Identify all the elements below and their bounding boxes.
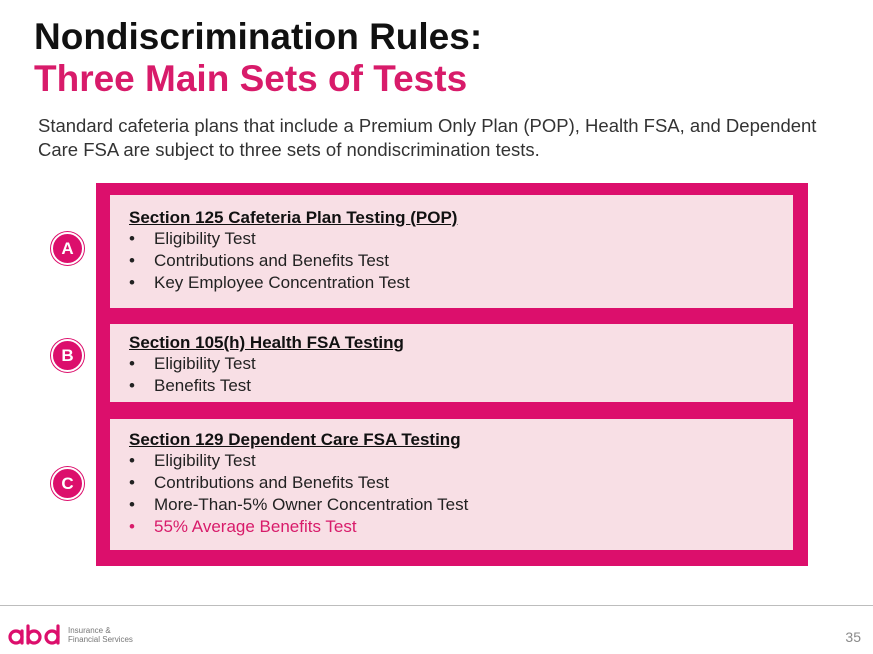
page-number: 35: [845, 629, 861, 645]
slide-title: Nondiscrimination Rules:: [34, 16, 483, 57]
list-item: • Eligibility Test: [129, 450, 793, 472]
test-list: [129, 450, 793, 538]
slide-subtitle: Three Main Sets of Tests: [34, 58, 468, 99]
test-list: [129, 353, 793, 397]
intro-paragraph: Standard cafeteria plans that include a Premium Only Plan (POP), Health FSA, and Dependent Care FSA are subject to three sets of nondiscrimination tests.: [38, 115, 817, 160]
company-logo: [8, 624, 133, 646]
list-item: • Key Employee Concentration Test: [129, 272, 793, 294]
list-item: • Eligibility Test: [129, 228, 793, 250]
section-marker-c: C: [51, 467, 84, 500]
section-marker-a: A: [51, 232, 84, 265]
list-item: • Contributions and Benefits Test: [129, 472, 793, 494]
footer-divider: [0, 605, 873, 606]
section-title: Section 125 Cafeteria Plan Testing (POP): [129, 208, 458, 227]
section-marker-b: B: [51, 339, 84, 372]
section-box-c: [110, 419, 793, 550]
section-title: Section 129 Dependent Care FSA Testing: [129, 430, 461, 449]
tests-frame: [96, 183, 808, 566]
logo-tagline: Insurance & Financial Services: [68, 626, 133, 644]
test-list: [129, 228, 793, 294]
list-item: • More-Than-5% Owner Concentration Test: [129, 494, 793, 516]
abd-logo-icon: [8, 624, 64, 646]
list-item-highlighted: • 55% Average Benefits Test: [129, 516, 793, 538]
list-item: • Contributions and Benefits Test: [129, 250, 793, 272]
list-item: • Benefits Test: [129, 375, 793, 397]
list-item: • Eligibility Test: [129, 353, 793, 375]
section-box-b: [110, 324, 793, 402]
section-box-a: [110, 195, 793, 308]
section-title: Section 105(h) Health FSA Testing: [129, 333, 404, 352]
